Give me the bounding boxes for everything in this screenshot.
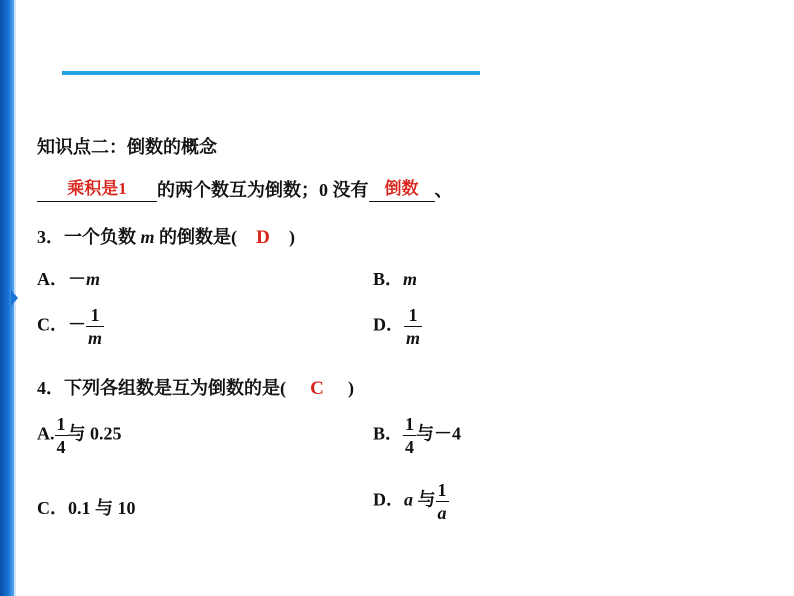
q3-option-b-var: m bbox=[403, 269, 418, 289]
q3-option-c-label: C．－ bbox=[37, 314, 86, 335]
q4-option-d-mid: 与 bbox=[413, 489, 436, 510]
q3-option-c[interactable] bbox=[37, 306, 104, 347]
q3-option-d-denominator: m bbox=[406, 328, 421, 348]
question-3-stem bbox=[37, 223, 295, 249]
q4-option-b-tail: 与－4 bbox=[416, 423, 462, 444]
q4-option-a-numerator: 1 bbox=[56, 414, 66, 434]
q4-option-d-numerator: 1 bbox=[437, 480, 447, 500]
definition-blank-2[interactable] bbox=[369, 181, 435, 202]
q3-option-b-label: B． bbox=[373, 269, 404, 289]
title-rule bbox=[62, 71, 480, 75]
left-tab-marker bbox=[11, 290, 18, 306]
definition-line bbox=[37, 176, 453, 202]
q4-option-d[interactable] bbox=[373, 481, 449, 522]
q4-option-a-tail: 与 0.25 bbox=[67, 423, 122, 444]
q3-option-c-fraction bbox=[86, 306, 104, 347]
q4-option-b-numerator: 1 bbox=[405, 414, 415, 434]
q3-option-c-numerator: 1 bbox=[86, 306, 104, 327]
q3-option-c-denominator: m bbox=[88, 328, 103, 348]
q4-option-d-var: a bbox=[404, 489, 413, 510]
q4-option-c[interactable]: C．0.1 与 10 bbox=[37, 498, 136, 518]
definition-answer-2: 倒数 bbox=[384, 179, 419, 198]
question-3-close: ) bbox=[289, 227, 296, 247]
q4-option-a-fraction bbox=[55, 415, 68, 456]
definition-end: 、 bbox=[434, 180, 453, 200]
question-3-text: 3．一个负数 bbox=[37, 227, 141, 247]
q3-option-d-fraction bbox=[404, 306, 422, 347]
q3-option-d[interactable] bbox=[373, 306, 422, 347]
definition-blank-1[interactable] bbox=[37, 181, 157, 202]
q3-option-d-label: D． bbox=[373, 314, 404, 335]
section-heading: 知识点二：倒数的概念 bbox=[37, 137, 217, 157]
q4-option-d-label: D． bbox=[373, 489, 404, 510]
q4-option-d-fraction bbox=[436, 481, 449, 522]
q3-option-d-numerator: 1 bbox=[404, 306, 422, 327]
q4-option-b-label: B． bbox=[373, 423, 404, 444]
question-4-answer[interactable]: C bbox=[310, 378, 324, 399]
q4-option-d-denominator: a bbox=[437, 503, 447, 523]
q3-option-a-var: m bbox=[86, 269, 101, 289]
q4-option-a[interactable] bbox=[37, 415, 122, 456]
definition-text: 的两个数互为倒数；0 没有 bbox=[157, 180, 369, 200]
question-4-text: 4．下列各组数是互为倒数的是( bbox=[37, 378, 286, 398]
q4-option-b-denominator: 4 bbox=[405, 437, 415, 457]
definition-answer-1: 乘积是1 bbox=[67, 179, 127, 198]
question-4-close: ) bbox=[348, 378, 354, 398]
q3-option-a[interactable] bbox=[37, 265, 100, 291]
question-3-var: m bbox=[140, 227, 155, 247]
question-4-stem bbox=[37, 374, 354, 400]
q4-option-a-label: A. bbox=[37, 423, 55, 444]
q4-option-b[interactable] bbox=[373, 415, 461, 456]
q3-option-a-label: A．－ bbox=[37, 269, 86, 289]
question-3-answer[interactable]: D bbox=[256, 227, 270, 248]
q4-option-a-denominator: 4 bbox=[56, 437, 66, 457]
question-3-tail: 的倒数是( bbox=[154, 227, 238, 247]
q4-option-b-fraction bbox=[403, 415, 416, 456]
q3-option-b[interactable] bbox=[373, 265, 417, 291]
